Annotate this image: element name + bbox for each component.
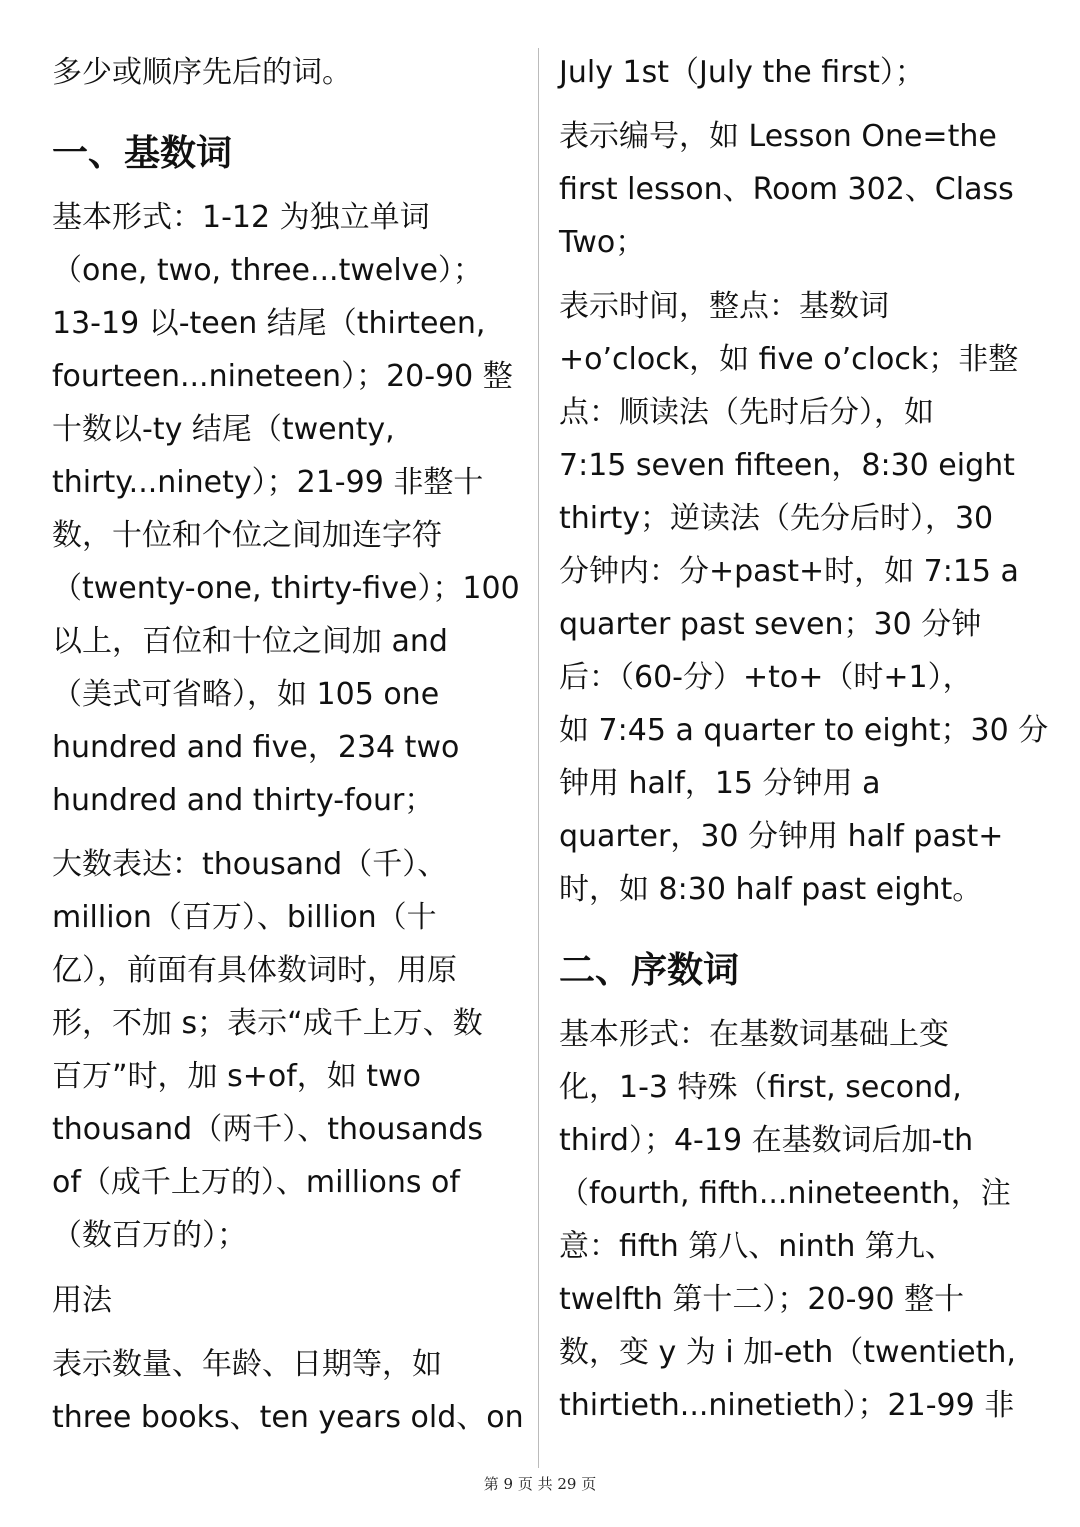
text-line: of（成千上万的）、millions of bbox=[52, 1165, 460, 1200]
text-line: 分钟内：分+past+时，如 7:15 a bbox=[559, 554, 1019, 589]
text-line: 钟用 half，15 分钟用 a bbox=[559, 766, 881, 801]
paragraph-time bbox=[559, 280, 1048, 916]
text-line: 以上，百位和十位之间加 and bbox=[52, 624, 448, 659]
text-line: 13-19 以-teen 结尾（thirteen, bbox=[52, 306, 486, 341]
text-line: first lesson、Room 302、Class bbox=[559, 172, 1014, 207]
text-line: hundred and thirty-four； bbox=[52, 783, 435, 818]
text-line: 如 7:45 a quarter to eight；30 分 bbox=[559, 713, 1049, 748]
text-line: July 1st（July the first）； bbox=[559, 55, 925, 90]
text-line: three books、ten years old、on bbox=[52, 1400, 524, 1435]
text-line: 亿），前面有具体数词时，用原 bbox=[52, 953, 457, 988]
intro-line bbox=[52, 46, 352, 99]
text-line: 形，不加 s；表示“成千上万、数 bbox=[52, 1006, 483, 1041]
text-line: thirtieth...ninetieth）；21-99 非 bbox=[559, 1388, 1015, 1423]
text-line: （twenty-one, thirty-five）；100 bbox=[52, 571, 520, 606]
text-line: 表示编号，如 Lesson One=the bbox=[559, 119, 997, 154]
text-line: 意：fifth 第八、ninth 第九、 bbox=[559, 1229, 955, 1264]
text-line: 表示数量、年龄、日期等，如 bbox=[52, 1347, 442, 1382]
text-line: 基本形式：1-12 为独立单词 bbox=[52, 200, 430, 235]
text-line: million（百万）、billion（十 bbox=[52, 900, 437, 935]
text-line: （one, two, three...twelve）； bbox=[52, 253, 483, 288]
text-line: （fourth, fifth...nineteenth，注 bbox=[559, 1176, 1011, 1211]
paragraph-usage bbox=[52, 1338, 524, 1444]
paragraph-big-numbers bbox=[52, 838, 483, 1262]
date-line bbox=[559, 46, 925, 99]
text-line: 数，十位和个位之间加连字符 bbox=[52, 518, 442, 553]
text-line: thousand（两千）、thousands bbox=[52, 1112, 484, 1147]
text-line: 十数以-ty 结尾（twenty, bbox=[52, 412, 395, 447]
text-line: thirty；逆读法（先分后时），30 bbox=[559, 501, 994, 536]
text-line: 数，变 y 为 i 加-eth（twentieth, bbox=[559, 1335, 1016, 1370]
text-line: 大数表达：thousand（千）、 bbox=[52, 847, 448, 882]
text-line: fourteen...nineteen）；20-90 整 bbox=[52, 359, 513, 394]
paragraph-ordinal bbox=[559, 1008, 1016, 1432]
paragraph-numbering bbox=[559, 110, 1014, 269]
text-line: twelfth 第十二）；20-90 整十 bbox=[559, 1282, 965, 1317]
text-line: quarter past seven；30 分钟 bbox=[559, 607, 982, 642]
text-line: （美式可省略），如 105 one bbox=[52, 677, 440, 712]
text-line: 化，1-3 特殊（first, second, bbox=[559, 1070, 962, 1105]
text-line: +o’clock，如 five o’clock；非整 bbox=[559, 342, 1019, 377]
paragraph-basic-form bbox=[52, 191, 520, 827]
text-line: 表示时间，整点：基数词 bbox=[559, 289, 889, 324]
text-line: quarter，30 分钟用 half past+ bbox=[559, 819, 1004, 854]
heading-ordinal-numbers: 二、序数词 bbox=[559, 950, 740, 991]
text-line: thirty...ninety）；21-99 非整十 bbox=[52, 465, 484, 500]
text-line: 基本形式：在基数词基础上变 bbox=[559, 1017, 949, 1052]
text-line: 后：（60-分）+to+（时+1）， bbox=[559, 660, 973, 695]
text-line: 百万”时，加 s+of，如 two bbox=[52, 1059, 421, 1094]
column-divider bbox=[538, 48, 539, 1468]
usage-title bbox=[52, 1274, 112, 1327]
page-footer: 第 9 页 共 29 页 bbox=[483, 1475, 597, 1493]
text-line: 7:15 seven fifteen，8:30 eight bbox=[559, 448, 1015, 483]
text-line: 点：顺读法（先时后分），如 bbox=[559, 395, 934, 430]
text-line: third）；4-19 在基数词后加-th bbox=[559, 1123, 974, 1158]
text-line: Two； bbox=[559, 225, 646, 260]
text-line: （数百万的）； bbox=[52, 1218, 247, 1253]
text-line: 多少或顺序先后的词。 bbox=[52, 55, 352, 90]
text-line: 用法 bbox=[52, 1283, 112, 1318]
text-line: hundred and five，234 two bbox=[52, 730, 460, 765]
text-line: 时，如 8:30 half past eight。 bbox=[559, 872, 983, 907]
heading-cardinal-numbers: 一、基数词 bbox=[52, 133, 233, 174]
